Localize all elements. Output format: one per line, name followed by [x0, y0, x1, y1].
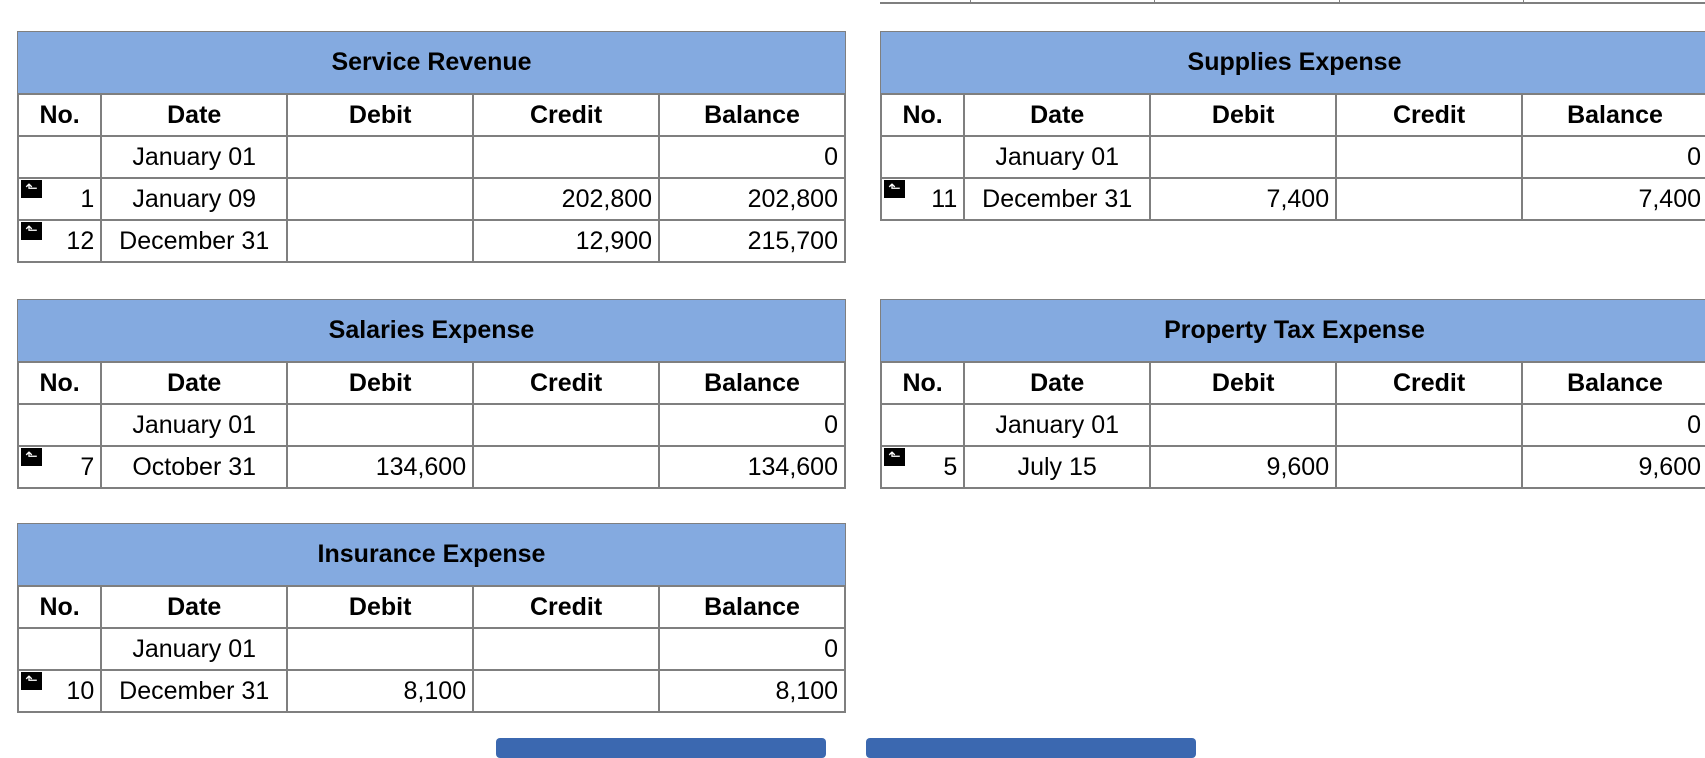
credit-cell	[473, 404, 659, 446]
column-header-no: No.	[18, 362, 101, 404]
ledger-row	[881, 136, 1705, 178]
credit-cell	[1336, 178, 1522, 220]
ledger-row	[881, 404, 1705, 446]
entry-number-cell	[881, 178, 964, 220]
column-header-debit: Debit	[1150, 94, 1336, 136]
debit-cell: 9,600	[1150, 446, 1336, 488]
ledger-row	[18, 136, 845, 178]
column-header-balance: Balance	[1522, 362, 1705, 404]
column-header-credit: Credit	[1336, 362, 1522, 404]
undo-arrow-icon[interactable]: ⬑	[884, 448, 905, 466]
column-header-credit: Credit	[473, 586, 659, 628]
date-cell: January 01	[101, 404, 287, 446]
column-header-date: Date	[101, 94, 287, 136]
ledger-header-row	[18, 586, 845, 628]
ledger-row	[18, 628, 845, 670]
date-cell: July 15	[964, 446, 1150, 488]
undo-arrow-icon[interactable]: ⬑	[21, 672, 42, 690]
balance-cell: 9,600	[1522, 446, 1705, 488]
balance-cell: 0	[1522, 404, 1705, 446]
debit-cell	[287, 220, 473, 262]
credit-cell	[473, 136, 659, 178]
undo-arrow-icon[interactable]: ⬑	[884, 180, 905, 198]
column-header-debit: Debit	[287, 94, 473, 136]
ledger-title: Insurance Expense	[17, 523, 846, 585]
balance-cell: 0	[659, 404, 845, 446]
ledger-table	[17, 93, 846, 263]
entry-number-cell	[18, 178, 101, 220]
entry-number-cell	[18, 136, 101, 178]
ledger-table	[17, 361, 846, 489]
date-cell: October 31	[101, 446, 287, 488]
balance-cell: 0	[1522, 136, 1705, 178]
ledger-row	[18, 446, 845, 488]
credit-cell	[1336, 136, 1522, 178]
date-cell: January 01	[964, 404, 1150, 446]
balance-cell: 8,100	[659, 670, 845, 712]
credit-cell	[473, 670, 659, 712]
debit-cell	[287, 136, 473, 178]
ledger-title: Salaries Expense	[17, 299, 846, 361]
credit-cell	[1336, 446, 1522, 488]
entry-number: 12	[66, 226, 95, 255]
undo-arrow-icon[interactable]: ⬑	[21, 222, 42, 240]
entry-number-cell	[881, 136, 964, 178]
entry-number: 11	[931, 184, 958, 213]
entry-number-cell	[881, 404, 964, 446]
column-header-balance: Balance	[659, 586, 845, 628]
balance-cell: 215,700	[659, 220, 845, 262]
entry-number-cell	[881, 446, 964, 488]
ledger-row	[881, 178, 1705, 220]
balance-cell: 7,400	[1522, 178, 1705, 220]
ledger-supplies-expense	[880, 31, 1705, 221]
column-header-no: No.	[881, 94, 964, 136]
date-cell: January 01	[101, 136, 287, 178]
entry-number: 7	[80, 452, 95, 481]
ledger-header-row	[18, 94, 845, 136]
ledger-insurance-expense	[17, 523, 846, 713]
ledger-title: Supplies Expense	[880, 31, 1705, 93]
undo-arrow-icon[interactable]: ⬑	[21, 448, 42, 466]
credit-cell: 202,800	[473, 178, 659, 220]
ledger-header-row	[881, 362, 1705, 404]
column-header-date: Date	[101, 586, 287, 628]
entry-number-cell	[18, 628, 101, 670]
ledger-header-row	[18, 362, 845, 404]
column-header-debit: Debit	[287, 362, 473, 404]
date-cell: January 01	[964, 136, 1150, 178]
ledger-title: Property Tax Expense	[880, 299, 1705, 361]
column-header-balance: Balance	[659, 94, 845, 136]
undo-arrow-icon[interactable]: ⬑	[21, 180, 42, 198]
debit-cell	[287, 628, 473, 670]
credit-cell	[473, 628, 659, 670]
column-header-no: No.	[18, 94, 101, 136]
ledger-table	[17, 585, 846, 713]
debit-cell	[287, 404, 473, 446]
date-cell: January 09	[101, 178, 287, 220]
debit-cell	[1150, 404, 1336, 446]
ledger-row	[881, 446, 1705, 488]
ledger-table	[880, 361, 1705, 489]
column-header-credit: Credit	[473, 362, 659, 404]
ledger-service-revenue	[17, 31, 846, 263]
date-cell: January 01	[101, 628, 287, 670]
debit-cell: 7,400	[1150, 178, 1336, 220]
debit-cell	[287, 178, 473, 220]
entry-number: 1	[80, 184, 95, 213]
column-header-credit: Credit	[1336, 94, 1522, 136]
debit-cell	[1150, 136, 1336, 178]
balance-cell: 202,800	[659, 178, 845, 220]
action-button-left[interactable]	[496, 738, 826, 758]
date-cell: December 31	[101, 220, 287, 262]
ledger-row	[18, 220, 845, 262]
ledger-table	[880, 93, 1705, 221]
entry-number-cell	[18, 220, 101, 262]
ledger-row	[18, 670, 845, 712]
ledger-title: Service Revenue	[17, 31, 846, 93]
column-header-no: No.	[881, 362, 964, 404]
ledger-salaries-expense	[17, 299, 846, 489]
column-header-date: Date	[101, 362, 287, 404]
credit-cell: 12,900	[473, 220, 659, 262]
credit-cell	[1336, 404, 1522, 446]
entry-number-cell	[18, 446, 101, 488]
balance-cell: 0	[659, 628, 845, 670]
debit-cell: 134,600	[287, 446, 473, 488]
balance-cell: 134,600	[659, 446, 845, 488]
ledger-header-row	[881, 94, 1705, 136]
ledger-row	[18, 404, 845, 446]
credit-cell	[473, 446, 659, 488]
column-header-date: Date	[964, 94, 1150, 136]
date-cell: December 31	[964, 178, 1150, 220]
column-header-debit: Debit	[1150, 362, 1336, 404]
ledger-property-tax-expense	[880, 299, 1705, 489]
entry-number-cell	[18, 670, 101, 712]
column-header-no: No.	[18, 586, 101, 628]
column-header-debit: Debit	[287, 586, 473, 628]
balance-cell: 0	[659, 136, 845, 178]
entry-number: 10	[66, 676, 95, 705]
column-header-credit: Credit	[473, 94, 659, 136]
previous-ledger-bottom-border	[880, 0, 1705, 4]
date-cell: December 31	[101, 670, 287, 712]
column-header-date: Date	[964, 362, 1150, 404]
ledger-row	[18, 178, 845, 220]
column-header-balance: Balance	[659, 362, 845, 404]
entry-number-cell	[18, 404, 101, 446]
entry-number: 5	[943, 452, 958, 481]
action-button-right[interactable]	[866, 738, 1196, 758]
column-header-balance: Balance	[1522, 94, 1705, 136]
debit-cell: 8,100	[287, 670, 473, 712]
